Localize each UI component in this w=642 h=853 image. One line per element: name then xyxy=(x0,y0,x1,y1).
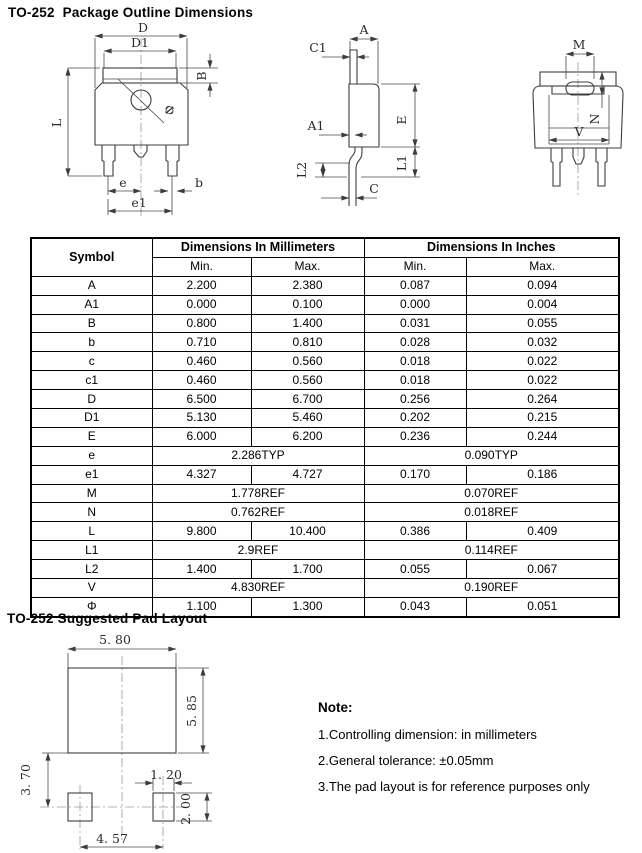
table-row xyxy=(31,427,619,446)
left-leg xyxy=(551,148,562,186)
table-cell: 0.190REF xyxy=(364,579,619,598)
table-cell: 0.409 xyxy=(466,522,619,541)
table-cell: D xyxy=(31,390,152,409)
table-cell: 0.460 xyxy=(152,352,251,371)
center-lead xyxy=(134,145,147,157)
table-cell: 2.9REF xyxy=(152,541,364,560)
dim-label-A1: A1 xyxy=(307,118,325,133)
table-cell: 0.070REF xyxy=(364,484,619,503)
dim-label-A: A xyxy=(359,22,369,37)
table-cell: 10.400 xyxy=(251,522,364,541)
table-cell: 0.000 xyxy=(364,295,466,314)
table-cell: 0.810 xyxy=(251,333,364,352)
table-cell: 2.380 xyxy=(251,276,364,295)
col-header-mm: Dimensions In Millimeters xyxy=(152,238,364,257)
table-cell: 0.186 xyxy=(466,465,619,484)
table-cell: 0.051 xyxy=(466,597,619,616)
side-view-drawing xyxy=(293,24,478,232)
table-cell: 0.018 xyxy=(364,352,466,371)
center-lead xyxy=(573,148,584,164)
table-row xyxy=(31,390,619,409)
tab-slot xyxy=(566,82,594,95)
dim-label-pitch: 4. 57 xyxy=(96,831,128,846)
table-cell: 0.100 xyxy=(251,295,364,314)
table-cell: 0.800 xyxy=(152,314,251,333)
page-title: TO-252 Package Outline Dimensions xyxy=(8,5,254,20)
dim-label-D: D xyxy=(137,20,149,35)
table-cell: b xyxy=(31,333,152,352)
table-cell: Φ xyxy=(31,597,152,616)
table-cell: 0.386 xyxy=(364,522,466,541)
dim-label-pad-width: 5. 80 xyxy=(99,632,131,647)
table-row xyxy=(31,409,619,428)
tab-profile xyxy=(350,50,357,84)
dim-label-offset: 3. 70 xyxy=(18,764,33,796)
lead-profile xyxy=(349,147,362,206)
table-cell: 6.700 xyxy=(251,390,364,409)
dim-label-lead-pad-height: 2. 00 xyxy=(178,793,193,825)
table-cell: c1 xyxy=(31,371,152,390)
table-cell: 0.055 xyxy=(466,314,619,333)
table-cell: c xyxy=(31,352,152,371)
table-cell: 0.170 xyxy=(364,465,466,484)
table-cell: 4.727 xyxy=(251,465,364,484)
table-cell: 0.004 xyxy=(466,295,619,314)
table-cell: M xyxy=(31,484,152,503)
table-cell: 0.710 xyxy=(152,333,251,352)
table-cell: 1.400 xyxy=(251,314,364,333)
table-cell: 1.700 xyxy=(251,560,364,579)
table-row xyxy=(31,371,619,390)
table-cell: 0.762REF xyxy=(152,503,364,522)
col-header-in-min: Min. xyxy=(364,257,466,276)
body-outline xyxy=(95,83,188,145)
table-cell: 0.236 xyxy=(364,427,466,446)
table-cell: 0.560 xyxy=(251,371,364,390)
table-cell: 0.067 xyxy=(466,560,619,579)
front-view-drawing xyxy=(49,20,300,232)
table-cell: 0.018REF xyxy=(364,503,619,522)
dim-label-C: C xyxy=(369,181,379,196)
dim-label-e1: e1 xyxy=(131,195,147,210)
right-leg xyxy=(166,145,179,176)
dim-label-b: b xyxy=(194,175,204,190)
table-cell: 0.031 xyxy=(364,314,466,333)
col-header-in: Dimensions In Inches xyxy=(364,238,619,257)
table-cell: 4.830REF xyxy=(152,579,364,598)
table-cell: 0.022 xyxy=(466,352,619,371)
table-row xyxy=(31,560,619,579)
table-cell: N xyxy=(31,503,152,522)
note-item: 2.General tolerance: ±0.05mm xyxy=(318,753,494,768)
table-row xyxy=(31,276,619,295)
table-cell: 0.460 xyxy=(152,371,251,390)
table-cell: 0.202 xyxy=(364,409,466,428)
table-cell: L xyxy=(31,522,152,541)
table-cell: 6.000 xyxy=(152,427,251,446)
dim-label-E: E xyxy=(394,115,409,125)
note-item: 3.The pad layout is for reference purposes only xyxy=(318,779,590,794)
dim-label-M: M xyxy=(572,37,586,52)
col-header-in-max: Max. xyxy=(466,257,619,276)
table-cell: 0.022 xyxy=(466,371,619,390)
dim-label-N: N xyxy=(587,113,602,125)
table-cell: 0.000 xyxy=(152,295,251,314)
table-row xyxy=(31,541,619,560)
table-cell: 1.100 xyxy=(152,597,251,616)
dimension-table xyxy=(30,237,620,618)
table-row xyxy=(31,579,619,598)
table-row xyxy=(31,295,619,314)
table-row xyxy=(31,352,619,371)
table-row xyxy=(31,446,619,465)
dim-label-D1: D1 xyxy=(131,35,149,50)
table-cell: 1.400 xyxy=(152,560,251,579)
col-header-symbol: Symbol xyxy=(31,238,152,276)
col-header-mm-max: Max. xyxy=(251,257,364,276)
table-header-row xyxy=(31,238,619,257)
dim-label-B: B xyxy=(194,71,209,81)
table-row xyxy=(31,484,619,503)
dim-label-pad-height: 5. 85 xyxy=(184,695,199,727)
back-view-drawing xyxy=(478,24,642,232)
pad-layout-drawing xyxy=(20,633,235,853)
table-cell: 5.130 xyxy=(152,409,251,428)
table-cell: A xyxy=(31,276,152,295)
tab-outline xyxy=(103,68,177,83)
left-leg xyxy=(102,145,115,176)
table-cell: 6.500 xyxy=(152,390,251,409)
dim-label-L1: L1 xyxy=(394,154,409,172)
table-cell: 2.200 xyxy=(152,276,251,295)
dim-label-L: L xyxy=(49,118,64,128)
table-cell: L2 xyxy=(31,560,152,579)
table-cell: 0.560 xyxy=(251,352,364,371)
table-cell: E xyxy=(31,427,152,446)
table-cell: 0.256 xyxy=(364,390,466,409)
dim-label-e: e xyxy=(119,175,127,190)
dimension-table-body xyxy=(31,276,619,617)
table-cell: 2.286TYP xyxy=(152,446,364,465)
note-item: 1.Controlling dimension: in millimeters xyxy=(318,727,537,742)
note-heading: Note: xyxy=(318,700,353,715)
table-cell: 1.778REF xyxy=(152,484,364,503)
table-cell: L1 xyxy=(31,541,152,560)
table-cell: 0.028 xyxy=(364,333,466,352)
table-cell: 0.094 xyxy=(466,276,619,295)
table-cell: A1 xyxy=(31,295,152,314)
table-cell: 0.114REF xyxy=(364,541,619,560)
note-block xyxy=(318,700,638,805)
table-row xyxy=(31,465,619,484)
table-cell: 0.087 xyxy=(364,276,466,295)
pad-layout-title: TO-252 Suggested Pad Layout xyxy=(7,611,208,626)
table-cell: 0.055 xyxy=(364,560,466,579)
right-leg xyxy=(596,148,607,186)
table-cell: 0.264 xyxy=(466,390,619,409)
table-row xyxy=(31,314,619,333)
table-cell: 9.800 xyxy=(152,522,251,541)
table-cell: 0.090TYP xyxy=(364,446,619,465)
table-cell: 0.215 xyxy=(466,409,619,428)
table-cell: 0.018 xyxy=(364,371,466,390)
table-cell: 6.200 xyxy=(251,427,364,446)
table-cell: 0.043 xyxy=(364,597,466,616)
table-cell: 0.244 xyxy=(466,427,619,446)
body-profile xyxy=(349,84,379,147)
table-cell: V xyxy=(31,579,152,598)
table-cell: 1.300 xyxy=(251,597,364,616)
table-row xyxy=(31,503,619,522)
table-cell: B xyxy=(31,314,152,333)
dim-label-L2: L2 xyxy=(294,161,309,179)
table-cell: e xyxy=(31,446,152,465)
table-cell: D1 xyxy=(31,409,152,428)
dim-label-V: V xyxy=(574,124,584,139)
col-header-mm-min: Min. xyxy=(152,257,251,276)
table-cell: 0.032 xyxy=(466,333,619,352)
dim-label-C1: C1 xyxy=(309,40,327,55)
dim-label-phi: Φ xyxy=(160,101,179,119)
table-row xyxy=(31,333,619,352)
table-cell: 4.327 xyxy=(152,465,251,484)
table-cell: e1 xyxy=(31,465,152,484)
table-cell: 5.460 xyxy=(251,409,364,428)
table-row xyxy=(31,522,619,541)
dim-label-lead-pad-width: 1. 20 xyxy=(150,767,182,782)
